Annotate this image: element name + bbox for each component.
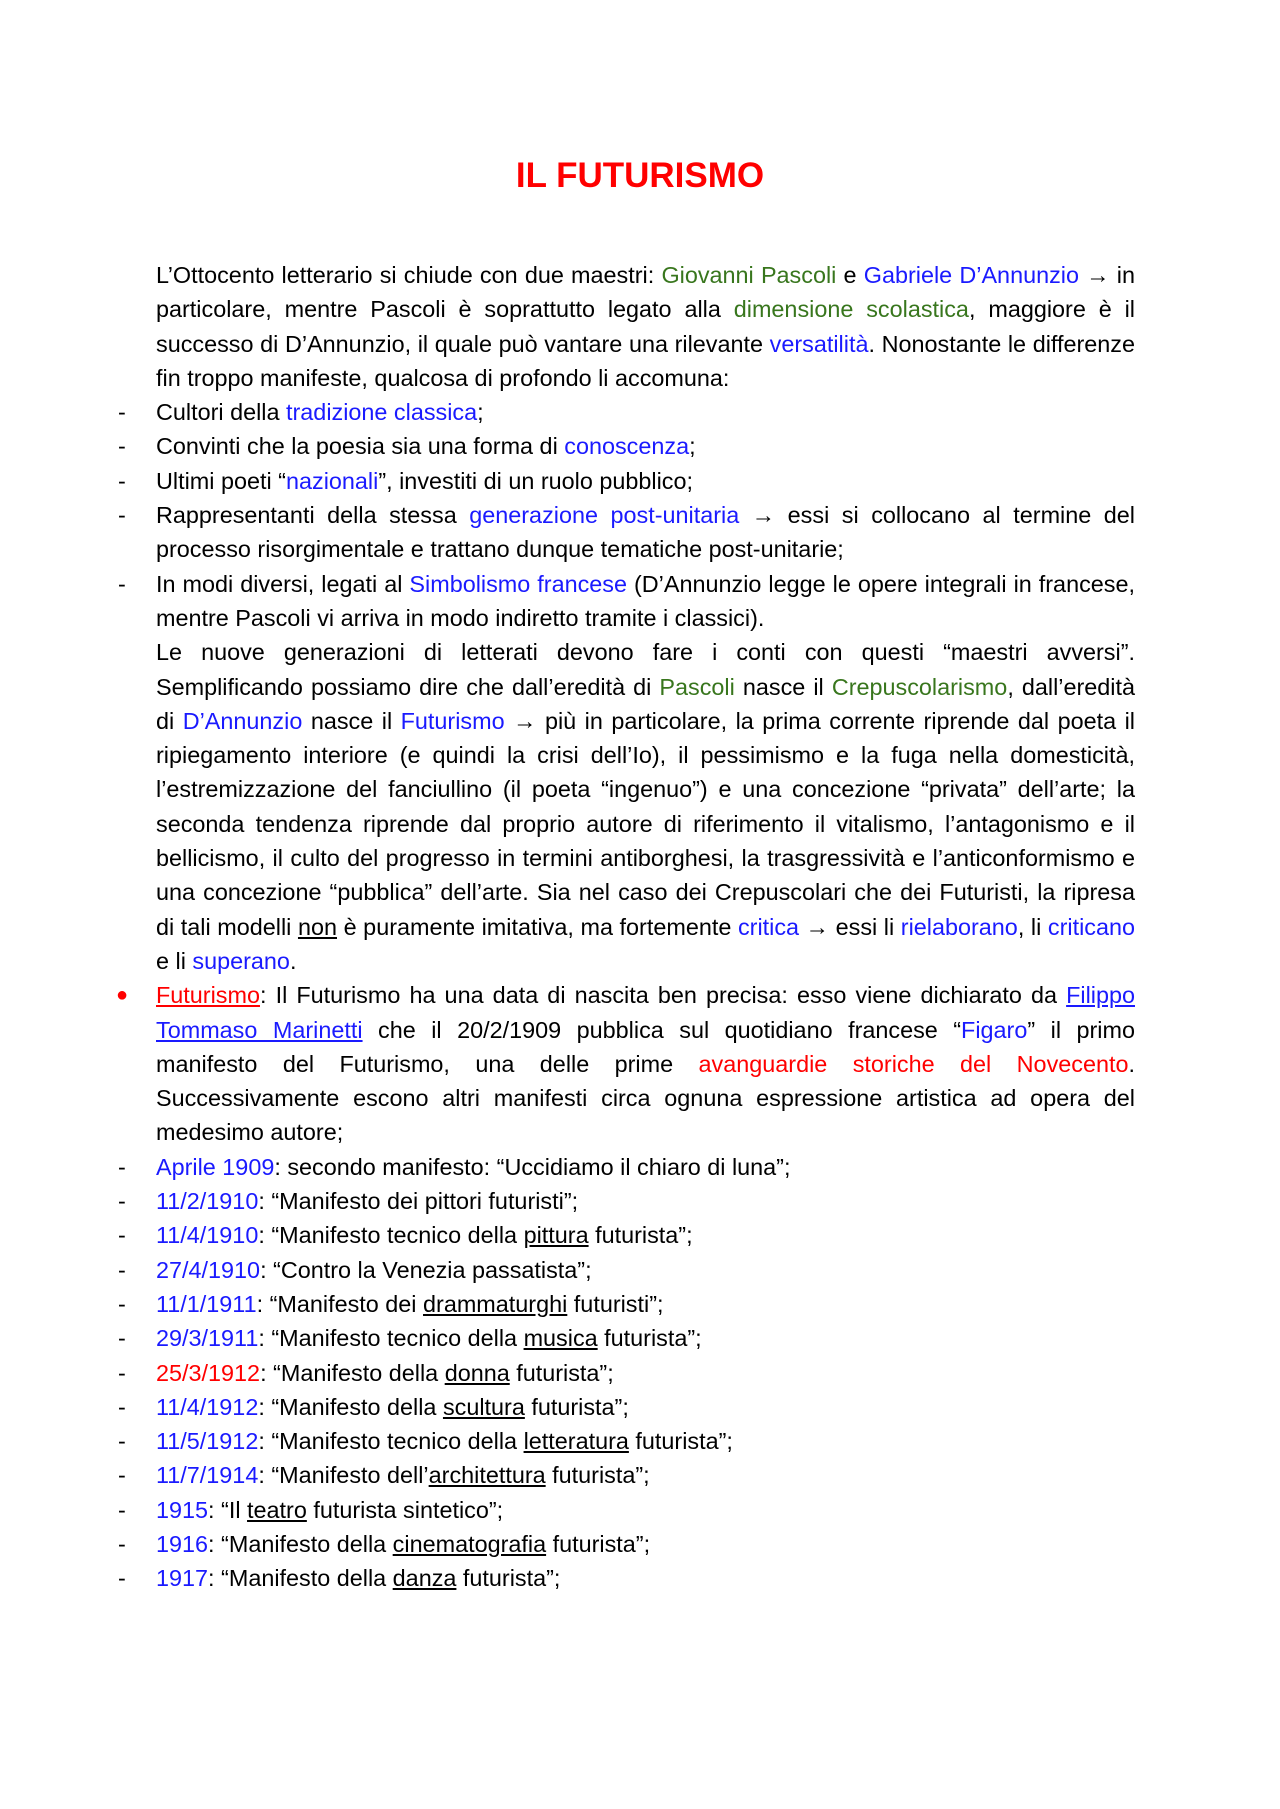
highlight-figaro: Figaro <box>961 1016 1028 1043</box>
highlight: generazione post-unitaria <box>469 502 740 529</box>
manifesto-title-end: futurista”; <box>546 1530 651 1557</box>
manifesto-title: : “Manifesto tecnico della <box>258 1222 524 1249</box>
text: . Successivamente escono altri manifesti circa ognuna espressione artistica ad opera del medesimo autore; <box>156 1050 1135 1146</box>
text: Rappresentanti della stessa <box>156 502 470 529</box>
text: In modi diversi, legati al <box>156 570 410 597</box>
text: Convinti che la poesia sia una forma di <box>156 433 565 460</box>
dash-bullet: - <box>118 1325 126 1352</box>
manifesto-title: : “Il <box>208 1496 248 1523</box>
dash-bullet: - <box>118 570 126 597</box>
manifesto-title: : “Manifesto della <box>208 1565 393 1592</box>
text: Le nuove generazioni di letterati devono fare i conti con questi “maestri avversi”. Semplificando possiamo dire che dall’eredità di <box>156 639 1135 700</box>
manifesto-title-end: futurista”; <box>588 1222 693 1249</box>
manifesto-item <box>118 1493 1135 1527</box>
highlight-dannunzio: D’Annunzio <box>182 707 303 734</box>
intro-paragraph <box>156 258 1135 395</box>
second-paragraph <box>156 635 1135 978</box>
text: nasce il <box>734 673 832 700</box>
dash-bullet: - <box>118 1565 126 1592</box>
text: : Il Futurismo ha una data di nascita ben precisa: esso viene dichiarato da <box>259 982 1067 1009</box>
text: ; <box>477 399 484 426</box>
text: , li <box>1017 913 1048 940</box>
manifesto-date: 1915 <box>156 1496 209 1523</box>
round-bullet-icon: ● <box>116 984 129 1007</box>
list-item <box>118 429 1135 463</box>
manifesto-date: 11/4/1912 <box>156 1393 259 1420</box>
manifesto-date: 11/1/1911 <box>156 1290 257 1317</box>
dash-bullet: - <box>118 1428 126 1455</box>
manifesto-subject: musica <box>523 1325 598 1352</box>
highlight-superano: superano <box>192 947 290 974</box>
text: e <box>836 262 864 288</box>
text: nasce il <box>302 707 401 734</box>
manifesto-title-end: futurista”; <box>628 1428 733 1455</box>
manifesto-date: 27/4/1910 <box>156 1256 261 1283</box>
text: e li <box>156 947 193 974</box>
manifesto-title: : “Contro la Venezia passatista”; <box>260 1256 592 1283</box>
highlight: conoscenza <box>564 433 690 460</box>
manifesto-title: : “Manifesto dei <box>256 1290 424 1317</box>
text: (D’Annunzio legge le opere integrali in francese, mentre Pascoli vi arriva in modo indiretto tramite i classici). <box>156 570 1135 631</box>
text: Cultori della <box>156 399 287 426</box>
manifesto-item <box>118 1150 1135 1184</box>
manifesto-item <box>118 1321 1135 1355</box>
manifesto-item <box>118 1390 1135 1424</box>
manifesto-item <box>118 1218 1135 1252</box>
text: , maggiore è il successo di D’Annunzio, il quale può vantare una rilevante <box>156 296 1136 357</box>
dash-bullet: - <box>118 1462 126 1489</box>
highlight-crepuscolarismo: Crepuscolarismo <box>831 673 1008 700</box>
dash-bullet: - <box>118 1188 126 1215</box>
manifesto-title: : secondo manifesto: “Uccidiamo il chiaro di luna”; <box>274 1153 791 1180</box>
underlined-non: non <box>297 913 337 940</box>
highlight-dimensione-scolastica: dimensione scolastica <box>733 296 969 323</box>
list-item <box>118 498 1135 567</box>
manifesto-item <box>118 1458 1135 1492</box>
manifesto-date: 25/3/1912 <box>156 1359 261 1386</box>
text: . <box>289 947 297 974</box>
highlight-dannunzio: Gabriele D’Annunzio <box>863 262 1079 288</box>
futurismo-label: Futurismo <box>156 982 260 1009</box>
highlight-rielaborano: rielaborano <box>900 913 1018 940</box>
manifesto-subject: pittura <box>523 1222 589 1249</box>
manifesto-date: 11/4/1910 <box>156 1222 259 1249</box>
manifesto-date: Aprile 1909 <box>156 1153 275 1180</box>
highlight-futurismo: Futurismo <box>400 707 505 734</box>
manifesto-date: 11/5/1912 <box>156 1428 259 1455</box>
manifesto-title-end: futurista sintetico”; <box>306 1496 504 1523</box>
manifesto-title: : “Manifesto della <box>258 1393 443 1420</box>
manifesto-title: : “Manifesto tecnico della <box>258 1325 524 1352</box>
manifesto-date: 1916 <box>156 1530 209 1557</box>
manifesto-subject: cinematografia <box>392 1530 547 1557</box>
text: . Nonostante le differenze fin troppo manifeste, qualcosa di profondo li accomuna: <box>156 330 1135 391</box>
dash-bullet: - <box>118 399 126 426</box>
text: Ultimi poeti “ <box>156 467 286 494</box>
text: è puramente imitativa, ma fortemente <box>337 913 738 940</box>
list-item <box>118 567 1135 636</box>
highlight-critica: critica <box>737 913 800 940</box>
manifesto-item <box>118 1287 1135 1321</box>
text: che il 20/2/1909 pubblica sul quotidiano francese “ <box>362 1016 962 1043</box>
manifesto-title-end: futurista”; <box>545 1462 650 1489</box>
dash-bullet: - <box>118 467 126 494</box>
highlight-versatilita: versatilità <box>769 330 869 357</box>
text: , dall’eredità di <box>156 673 1135 734</box>
dash-bullet: - <box>118 1153 126 1180</box>
text: → più in particolare, la prima corrente riprende dal poeta il ripiegamento interiore (e quindi la crisi dell’Io), il pessimismo e la fuga nella domesticità, l’estremizzazione del fanciullino (il poeta “ingenuo”) e una concezione “privata” dell’arte; la seconda tendenza riprende dal proprio autore di riferimento il vitalismo, l’antagonismo e il bellicismo, il culto del progresso in termini antiborghesi, la trasgressività e l’anticonformismo e una concezione “pubblica” dell’arte. Sia nel caso dei Crepuscolari che dei Futuristi, la ripresa di tali modelli <box>156 707 1135 940</box>
highlight: tradizione classica <box>286 399 478 426</box>
highlight-pascoli: Pascoli <box>659 673 735 700</box>
highlight: nazionali <box>285 467 379 494</box>
manifesto-item <box>118 1424 1135 1458</box>
manifesto-title: : “Manifesto dei pittori futuristi”; <box>258 1188 579 1215</box>
link-marinetti[interactable]: Filippo Tommaso Marinetti <box>156 982 1135 1043</box>
manifesto-item <box>118 1561 1135 1595</box>
manifesto-title-end: futurista”; <box>456 1565 561 1592</box>
dash-bullet: - <box>118 1393 126 1420</box>
highlight: Simbolismo francese <box>409 570 627 597</box>
manifesto-title-end: futurista”; <box>597 1325 702 1352</box>
manifesto-item <box>118 1356 1135 1390</box>
document-body <box>116 258 1136 1596</box>
text: → essi si collocano al termine del processo risorgimentale e trattano dunque tematiche post-unitarie; <box>156 502 1135 563</box>
traits-list <box>118 395 1135 635</box>
dash-bullet: - <box>118 1359 126 1386</box>
dash-bullet: - <box>118 1290 126 1317</box>
manifesto-item <box>118 1253 1135 1287</box>
text: ” il primo manifesto del Futurismo, una delle prime <box>156 1016 1135 1077</box>
document-title: IL FUTURISMO <box>515 156 765 195</box>
dash-bullet: - <box>118 1530 126 1557</box>
manifesto-title: : “Manifesto della <box>208 1530 393 1557</box>
manifesto-subject: drammaturghi <box>423 1290 568 1317</box>
manifesto-title-end: futuristi”; <box>567 1290 664 1317</box>
manifesto-date: 11/2/1910 <box>156 1188 259 1215</box>
manifesto-title-end: futurista”; <box>524 1393 629 1420</box>
manifesto-subject: letteratura <box>523 1428 629 1455</box>
manifesto-title: : “Manifesto della <box>260 1359 445 1386</box>
manifesto-item <box>118 1184 1135 1218</box>
dash-bullet: - <box>118 433 126 460</box>
text: → essi li <box>799 913 901 940</box>
manifesto-subject: donna <box>444 1359 510 1386</box>
text: L’Ottocento letterario si chiude con due maestri: <box>156 262 662 288</box>
highlight-criticano: criticano <box>1047 913 1136 940</box>
manifesto-item <box>118 1527 1135 1561</box>
text: ”, investiti di un ruolo pubblico; <box>378 467 693 494</box>
highlight-pascoli: Giovanni Pascoli <box>661 262 837 288</box>
highlight-avanguardie: avanguardie storiche del Novecento <box>698 1050 1129 1077</box>
manifesto-subject: architettura <box>428 1462 546 1489</box>
manifesto-date: 11/7/1914 <box>156 1462 259 1489</box>
list-item <box>118 464 1135 498</box>
manifesto-title: : “Manifesto dell’ <box>258 1462 429 1489</box>
manifesto-title-end: futurista”; <box>509 1359 614 1386</box>
manifesto-subject: scultura <box>442 1393 525 1420</box>
manifesto-date: 1917 <box>156 1565 209 1592</box>
manifesto-subject: teatro <box>247 1496 307 1523</box>
dash-bullet: - <box>118 1222 126 1249</box>
dash-bullet: - <box>118 1496 126 1523</box>
futurismo-item <box>116 978 1135 1149</box>
manifesto-title: : “Manifesto tecnico della <box>258 1428 524 1455</box>
list-item <box>118 395 1135 429</box>
text: ; <box>689 433 696 460</box>
manifesto-date: 29/3/1911 <box>156 1325 259 1352</box>
dash-bullet: - <box>118 1256 126 1283</box>
text: → in particolare, mentre Pascoli è soprattutto legato alla <box>156 262 1135 323</box>
manifesti-list <box>118 1150 1135 1596</box>
dash-bullet: - <box>118 502 126 529</box>
manifesto-subject: danza <box>392 1565 457 1592</box>
